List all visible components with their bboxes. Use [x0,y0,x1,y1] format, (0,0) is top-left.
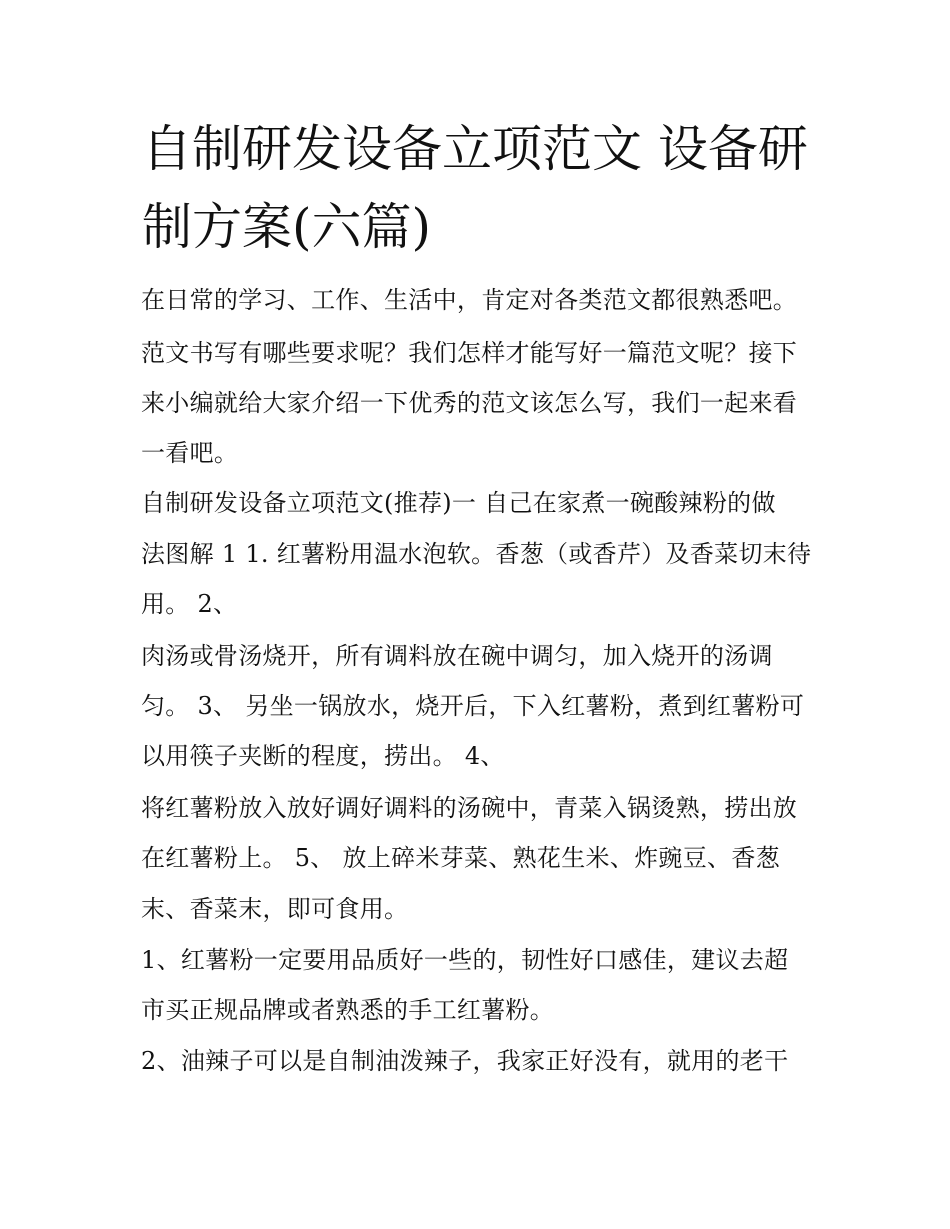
text-line: 用。 2、 [141,590,238,618]
page-title [142,110,822,266]
text-line: 市买正规品牌或者熟悉的手工红薯粉。 [141,996,555,1024]
text-line: 在日常的学习、工作、生活中，肯定对各类范文都很熟悉吧。 [141,286,798,314]
text-line: 在红薯粉上。 5、 放上碎米芽菜、熟花生米、炸豌豆、香葱 [141,844,780,872]
text-line: 末、香菜末，即可食用。 [141,895,409,923]
text-line: 范文书写有哪些要求呢？我们怎样才能写好一篇范文呢？接下 [141,339,798,367]
text-line: 来小编就给大家介绍一下优秀的范文该怎么写，我们一起来看 [141,389,798,417]
text-line: 自制研发设备立项范文(推荐)一 自己在家煮一碗酸辣粉的做 [141,489,776,517]
text-line: 2、油辣子可以是自制油泼辣子，我家正好没有，就用的老干 [141,1047,789,1075]
text-line: 以用筷子夹断的程度，捞出。 4、 [141,742,505,770]
text-line: 肉汤或骨汤烧开，所有调料放在碗中调匀，加入烧开的汤调 [141,642,773,670]
text-line: 将红薯粉放入放好调好调料的汤碗中，青菜入锅烫熟，捞出放 [141,794,798,822]
text-line: 一看吧。 [141,439,239,467]
text-line: 1、红薯粉一定要用品质好一些的，韧性好口感佳，建议去超 [141,946,789,974]
title-line-2: 制方案(六篇) [142,198,432,256]
text-line: 法图解 1 1. 红薯粉用温水泡软。香葱（或香芹）及香菜切末待 [141,540,812,568]
title-line-1: 自制研发设备立项范文 设备研 [142,120,808,178]
text-line: 匀。 3、 另坐一锅放水，烧开后，下入红薯粉，煮到红薯粉可 [141,692,805,720]
